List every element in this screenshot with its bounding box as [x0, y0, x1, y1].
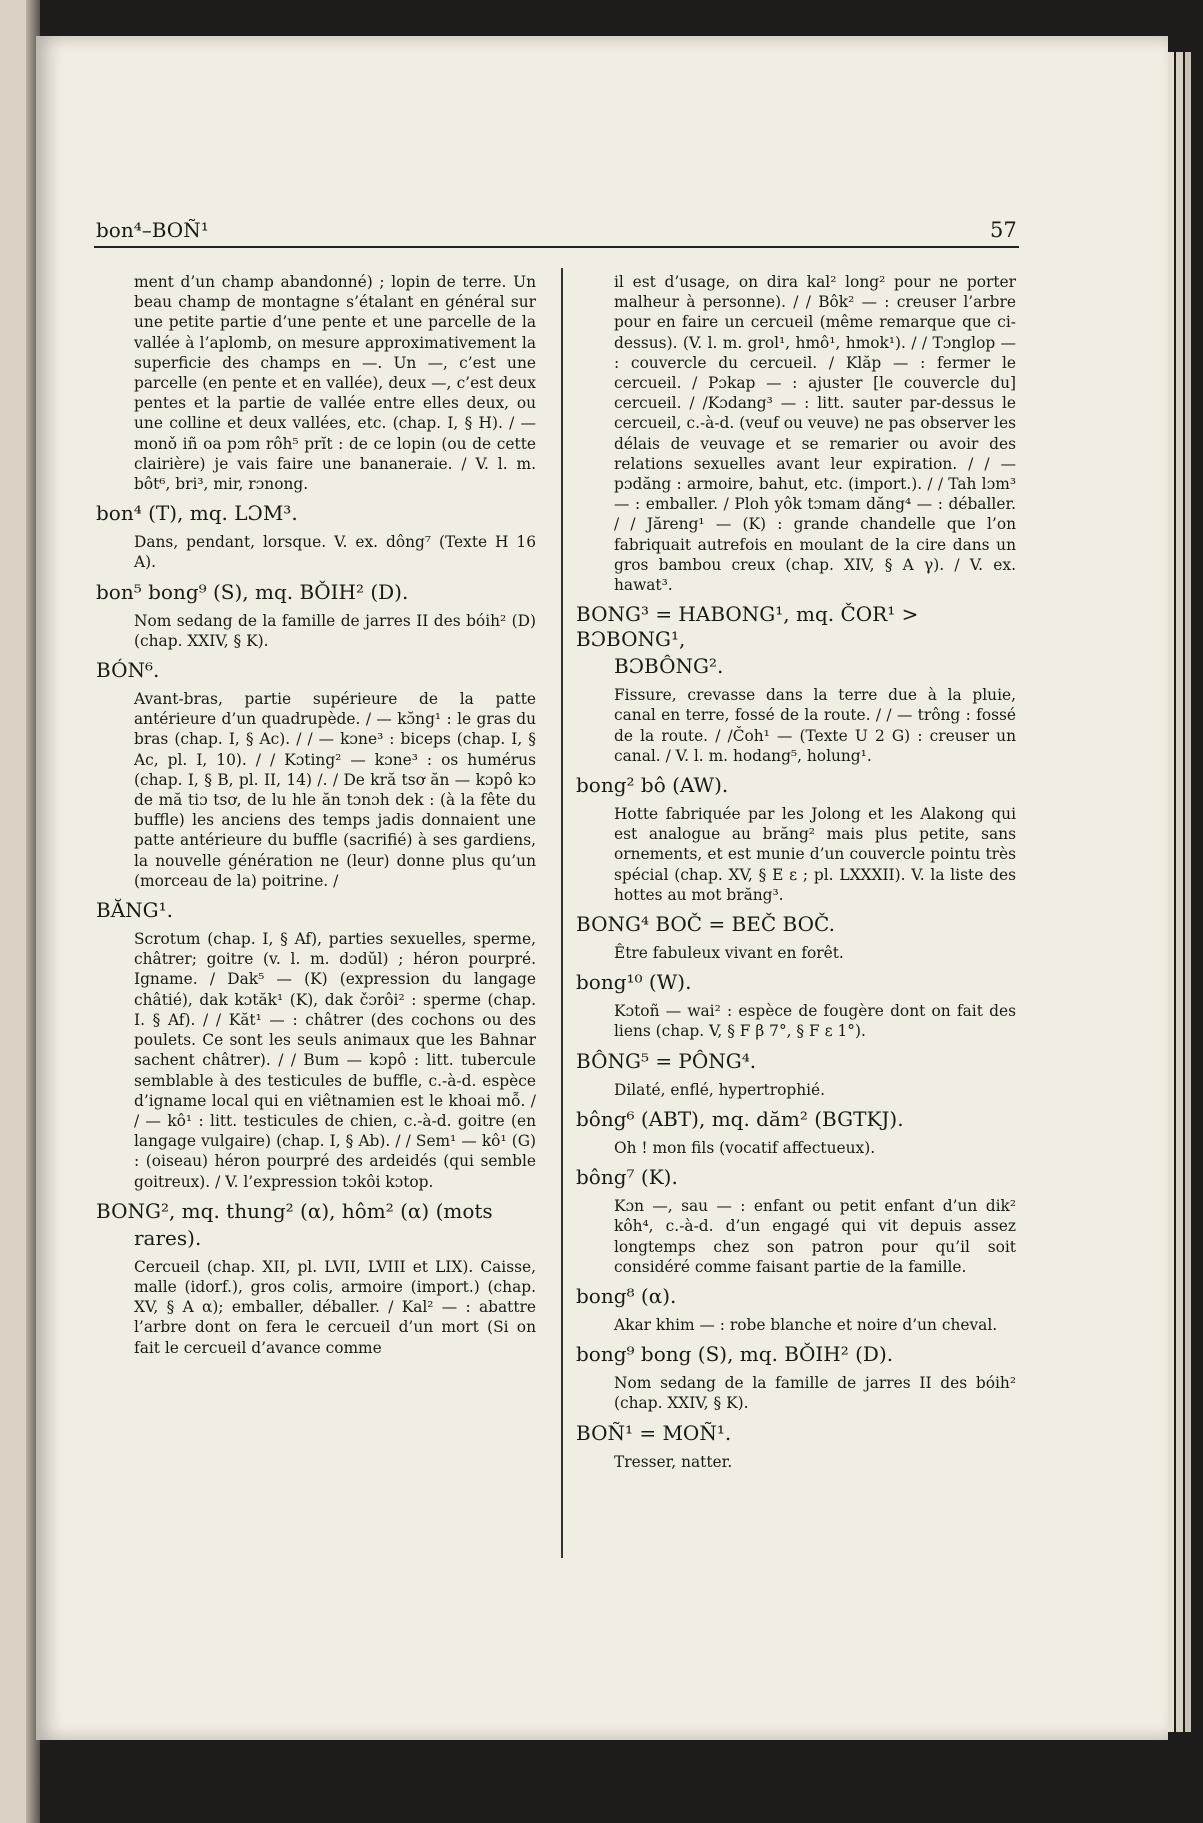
- header-rule: [94, 246, 1019, 248]
- entry-headword: bon⁴ (T), mq. LƆM³.: [96, 501, 298, 526]
- entry-headword: bông⁶ (ABT), mq. dăm² (BGTKJ).: [576, 1106, 904, 1131]
- entry-headword: BÔNG⁵ = PÔNG⁴.: [576, 1048, 757, 1073]
- entry-headword: BONG⁴ BOČ = BEČ BOČ.: [576, 912, 835, 937]
- entry-definition: Kɔtoñ — wai² : espèce de fougère dont on fait des liens (chap. V, § F β 7°, § F ε 1°).: [614, 1002, 1016, 1041]
- entry-definition: Kɔn —, sau — : enfant ou petit enfant d’un dik² kôh⁴, c.-à-d. d’un engagé qui vit depuis assez longtemps chez son patron pour qu’il soit considéré comme faisant partie de la famille.: [614, 1197, 1016, 1276]
- entry-headword: BONG³ = HABONG¹, mq. ČOR¹ > BƆBONG¹,: [576, 602, 919, 652]
- entry-headword: bong² bô (AW).: [576, 773, 729, 798]
- entry-headword: bong⁹ bong (S), mq. BǑIH² (D).: [576, 1342, 894, 1367]
- entry-headword: BÓN⁶.: [96, 658, 160, 683]
- entry-definition: Nom sedang de la famille de jarres II des bóih² (D) (chap. XXIV, § K).: [134, 611, 536, 650]
- entry-definition: Hotte fabriquée par les Jolong et les Alakong qui est analogue au brăng² mais plus petite, sans ornements, et est munie d’un couvercle pointu très spécial (chap. XV, § E ε ; pl. LXXXII). V. la liste des hottes au mot brăng³.: [614, 805, 1016, 904]
- page-stack-edge: [1176, 52, 1183, 1732]
- entry-definition: Être fabuleux vivant en forêt.: [614, 944, 844, 963]
- column-divider: [561, 268, 563, 1558]
- entry-definition: Avant-bras, partie supérieure de la patte antérieure d’un quadrupède. / — kɔ̆ng¹ : le gras du bras (chap. I, § Ac). / / — kɔne³ : biceps (chap. I, § Ac, pl. I, 10). / / Kɔting² — kɔne³ : os humérus (chap. I, § B, pl. II, 14) /. / De kră tsơ ăn — kɔpô kɔ de mă tiɔ tsơ, de lu hle ăn tɔnɔh dek : (à la fête du buffle) les anciens des temps jadis donnaient une patte antérieure du buffle (sacrifié) à ses gardiens, la nouvelle génération ne (leur) donne plus qu’un (morceau de la) poitrine. /: [134, 690, 536, 890]
- entry-headword: BOÑ¹ = MOÑ¹.: [576, 1420, 732, 1445]
- right-column: [576, 272, 1016, 1472]
- entry-headword: bông⁷ (K).: [576, 1165, 678, 1190]
- entry-definition: Nom sedang de la famille de jarres II des bóih² (chap. XXIV, § K).: [614, 1374, 1016, 1413]
- entry-definition: Dans, pendant, lorsque. V. ex. dông⁷ (Texte H 16 A).: [134, 533, 536, 572]
- page-number: 57: [990, 218, 1017, 242]
- left-column: [96, 272, 536, 1358]
- entry-headword: BONG², mq. thung² (α), hôm² (α) (mots: [96, 1198, 493, 1223]
- entry-headword-continued: rares).: [134, 1225, 202, 1250]
- entry-headword: BĂNG¹.: [96, 898, 173, 923]
- entry-definition: il est d’usage, on dira kal² long² pour ne porter malheur à personne). / / Bôk² — : creuser l’arbre pour en faire un cercueil (même remarque que ci-dessus). (V. l. m. grol¹, hmô¹, hmok¹). / / Tɔnglop — : couvercle du cercueil. / Klăp — : fermer le cercueil. / Pɔkap — : ajuster [le couvercle du] cercueil. / /Kɔdang³ — : litt. sauter par-dessus le cercueil, c.-à-d. (veuf ou veuve) ne pas observer les délais de veuvage et se remarier ou avoir des relations sexuelles avant leur expiration. / / — pɔdăng : armoire, bahut, etc. (import.). / / Tah lɔm³ — : emballer. / Ploh yôk tɔmam dăng⁴ — : déballer. / / Jăreng¹ — (K) : grande chandelle que l’on fabriquait autrefois en moulant de la cire dans un gros bambou creux (chap. XIV, § A γ). / V. ex. hawat³.: [614, 273, 1016, 595]
- entry-headword-continued: BƆBÔNG².: [614, 654, 724, 679]
- entry-definition: Scrotum (chap. I, § Af), parties sexuelles, sperme, châtrer; goitre (v. l. m. dɔdŭl) ; héron pourpré. Igname. / Dak⁵ — (K) (expression du langage châtié), dak kɔtăk¹ (K), dak čɔrôi² : sperme (chap. I. § Af). / / Kăt¹ — : châtrer (des cochons ou des poulets. Ce sont les seuls animaux que les Bahnar sachent châtrer). / / Bum — kɔpô : litt. tubercule semblable à des testicules de buffle, c.-à-d. espèce d’igname local qui en viêtnamien est le khoai mỗ. / / — kô¹ : litt. testicules de chien, c.-à-d. goitre (en langage vulgaire) (chap. I, § Ab). / / Sem¹ — kô¹ (G) : (oiseau) héron pourpré des ardeidés (qui semble goitreux). / V. l’expression tɔkôi kɔtop.: [134, 930, 536, 1191]
- entry-definition: Fissure, crevasse dans la terre due à la pluie, canal en terre, fossé de la route. / / — trông : fossé de la route. / /Čoh¹ — (Texte U 2 G) : creuser un canal. / V. l. m. hodang⁵, holung¹.: [614, 686, 1016, 765]
- entry-definition: Dilaté, enflé, hypertrophié.: [614, 1080, 826, 1099]
- entry-headword: bon⁵ bong⁹ (S), mq. BǑIH² (D).: [96, 579, 409, 604]
- entry-headword: bong⁸ (α).: [576, 1283, 677, 1308]
- entry-definition: Akar khim — : robe blanche et noire d’un cheval.: [614, 1315, 998, 1334]
- entry-definition: Cercueil (chap. XII, pl. LVII, LVIII et LIX). Caisse, malle (idorf.), gros colis, armoire (import.) (chap. XV, § A α); emballer, déballer. / Kal² — : abattre l’arbre dont on fera le cercueil d’un mort (Si on fait le cercueil d’avance comme: [134, 1257, 536, 1357]
- entry-definition: ment d’un champ abandonné) ; lopin de terre. Un beau champ de montagne s’étalant en général sur une petite partie d’une pente et une parcelle de la vallée à l’aplomb, on mesure approximativement la superficie des champs en —. Un —, c’est une parcelle (en pente et en vallée), deux —, c’est deux pentes et la partie de vallée entre elles deux, ou une colline et deux vallées, etc. (chap. I, § H). / — monǒ iñ oa pɔm rôh⁵ prĭt : de ce lopin (ou de cette clairière) je vais faire une bananeraie. / V. l. m. bôt⁶, bri³, mir, rɔnong.: [134, 273, 536, 494]
- page-stack-edge: [1185, 52, 1191, 1732]
- entry-definition: Tresser, natter.: [614, 1452, 733, 1471]
- entry-definition: Oh ! mon fils (vocatif affectueux).: [614, 1138, 876, 1157]
- entry-headword: bong¹⁰ (W).: [576, 970, 692, 995]
- running-header: bon⁴–BOÑ¹: [96, 218, 209, 242]
